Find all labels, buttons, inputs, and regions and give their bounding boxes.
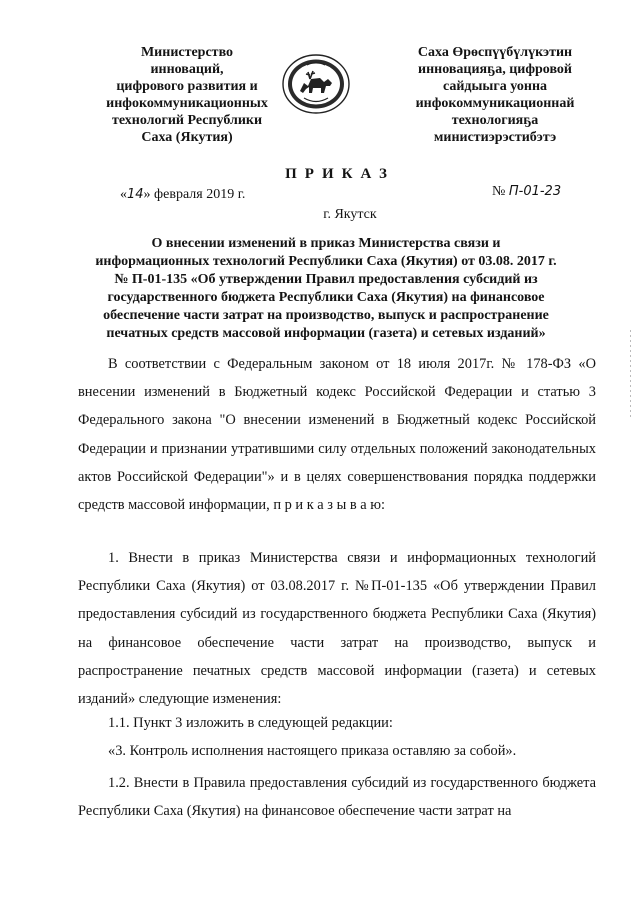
date-text: » февраля 2019 г. xyxy=(143,187,246,202)
order-number xyxy=(492,184,561,200)
ministry-name-yakut: Саха Өрөспүүбүлүкэтин инновацияҕа, цифровой сайдыыга уонна инфокоммуникационнай технологияҕа министиэрэстибэтэ xyxy=(415,45,575,145)
subject-line: № П-01-135 «Об утверждении Правил предоставления субсидий из xyxy=(114,272,538,287)
ministry-name-russian: Министерство инноваций, цифрового развития и инфокоммуникационных технологий Республики Саха (Якутия) xyxy=(106,45,268,145)
coat-of-arms-icon xyxy=(280,53,352,115)
order-subject xyxy=(58,235,594,343)
document-title: ПРИКАЗ xyxy=(285,166,395,182)
city-of-issue: г. Якутск xyxy=(323,207,377,222)
clause-1-2-paragraph: 1.2. Внести в Правила предоставления субсидий из государственного бюджета Республики Саха (Якутия) на финансовое обеспечение части затрат на xyxy=(78,775,596,820)
clause-1-paragraph: 1. Внести в приказ Министерства связи и информационных технологий Республики Саха (Якутия) от 03.08.2017 г. №П-01-135 «Об утверждении Правил предоставления субсидий из государственного бюджета Республики Саха (Якутия) на финансовое обеспечение части затрат на производство, выпуск и распространение печатных средств массовой информации (газета) и сетевых изданий» следующие изменения: xyxy=(78,550,596,708)
scan-edge-mark xyxy=(630,330,631,420)
subject-line: О внесении изменений в приказ Министерства связи и xyxy=(151,236,501,251)
number-sign: № xyxy=(492,184,506,199)
subject-line: государственного бюджета Республики Саха (Якутия) на финансовое xyxy=(107,290,545,305)
order-date xyxy=(120,187,245,203)
handwritten-number: П-01-23 xyxy=(508,184,562,199)
subject-line: обеспечение части затрат на производство, выпуск и распространение xyxy=(103,308,549,323)
date-open-quote: « xyxy=(120,187,127,202)
handwritten-day: 14 xyxy=(127,187,144,202)
subject-line: информационных технологий Республики Саха (Якутия) от 03.08. 2017 г. xyxy=(95,254,557,269)
preamble-paragraph: В соответствии с Федеральным законом от 18 июля 2017г. № 178-ФЗ «О внесении изменений в Бюджетный кодекс Российской Федерации и статью 3 Федерального закона "О внесении изменений в Бюджетный кодекс Российской Федерации и признании утратившими силу отдельных положений законодательных актов Российской Федерации"» и в целях совершенствования порядка поддержки средств массовой информации, п р и к а з ы в а ю: xyxy=(78,356,596,514)
subject-line: печатных средств массовой информации (газета) и сетевых изданий» xyxy=(106,326,546,341)
clause-1-1-paragraph: 1.1. Пункт 3 изложить в следующей редакции: xyxy=(108,715,393,731)
clause-3-quote-paragraph: «3. Контроль исполнения настоящего приказа оставляю за собой». xyxy=(108,743,517,759)
